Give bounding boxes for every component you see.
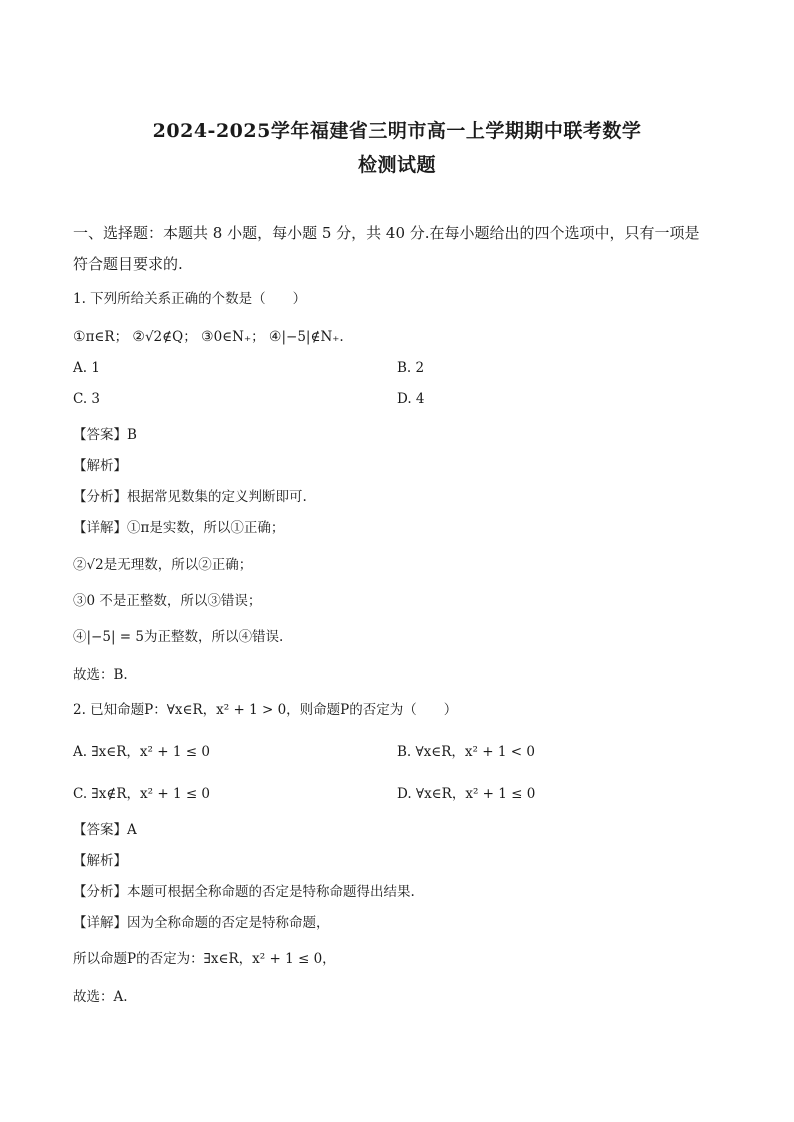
q1-item2-number: ② — [132, 329, 145, 345]
q1-statements — [73, 325, 344, 345]
q1-item1: π∈R； — [85, 329, 129, 345]
q2-option-b: B. ∀x∈R，x² + 1 < 0 — [397, 744, 535, 760]
q2-analysis: 【分析】本题可根据全称命题的否定是特称命题得出结果. — [73, 884, 415, 900]
q1-item4: |−5|∉N₊. — [281, 329, 344, 345]
q1-analysis-label: 【解析】 — [73, 458, 127, 474]
q1-detail-2: ②√2是无理数，所以②正确； — [73, 557, 253, 573]
q1-detail-1: 【详解】①π是实数，所以①正确； — [73, 520, 285, 536]
q1-option-d: D. 4 — [397, 391, 425, 407]
q2-stem: 2. 已知命题P：∀x∈R，x² + 1 > 0，则命题P的否定为（ ） — [73, 702, 458, 718]
q1-item1-number: ① — [73, 329, 86, 345]
q2-option-c: C. ∃x∉R，x² + 1 ≤ 0 — [73, 786, 211, 802]
q1-analysis: 【分析】根据常见数集的定义判断即可. — [73, 489, 307, 505]
q2-detail-1: 【详解】因为全称命题的否定是特称命题， — [73, 915, 330, 931]
q1-answer: 【答案】B — [73, 427, 137, 443]
q1-detail-3: ③0 不是正整数，所以③错误； — [73, 593, 262, 609]
q2-option-d: D. ∀x∈R，x² + 1 ≤ 0 — [397, 786, 536, 802]
q1-option-b: B. 2 — [397, 360, 425, 376]
q2-answer: 【答案】A — [73, 822, 137, 838]
q1-stem: 1. 下列所给关系正确的个数是（ ） — [73, 291, 307, 307]
q2-analysis-label: 【解析】 — [73, 853, 127, 869]
q2-detail-2: 所以命题P的否定为：∃x∈R，x² + 1 ≤ 0， — [73, 951, 336, 967]
section-heading-line2: 符合题目要求的. — [73, 255, 183, 273]
q1-detail-4: ④|−5| = 5为正整数，所以④错误. — [73, 629, 284, 645]
section-heading-line1: 一、选择题：本题共 8 小题，每小题 5 分，共 40 分.在每小题给出的四个选项中，只有一项是 — [73, 224, 700, 242]
q1-item2: √2∉Q； — [144, 329, 197, 345]
q2-conclusion: 故选：A. — [73, 989, 128, 1005]
q1-item4-number: ④ — [268, 329, 282, 345]
q1-option-c: C. 3 — [73, 391, 101, 407]
q1-item3: 0∈N₊； — [213, 329, 265, 345]
q1-item3-number: ③ — [201, 329, 214, 345]
q2-option-a: A. ∃x∈R，x² + 1 ≤ 0 — [73, 744, 210, 760]
document-title-line2: 检测试题 — [357, 154, 436, 176]
q1-conclusion: 故选：B. — [73, 667, 128, 683]
document-title-line1: 2024-2025学年福建省三明市高一上学期期中联考数学 — [152, 120, 642, 142]
q1-option-a: A. 1 — [73, 360, 100, 376]
